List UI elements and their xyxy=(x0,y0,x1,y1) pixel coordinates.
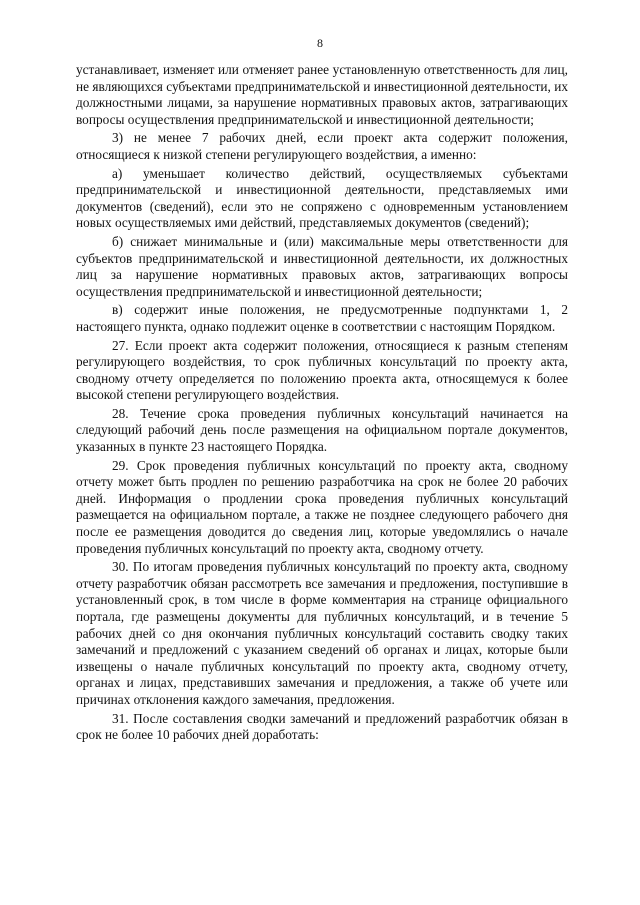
paragraph-subitem-a: а) уменьшает количество действий, осуществляемых субъектами предпринимательской и инвестиционной деятельности, представляемых ими документов (сведений), если это не сопряжено с одновременным установлением новых осуществляемых ими действий, представляемых документов (сведений); xyxy=(76,165,568,231)
paragraph-item-3: 3) не менее 7 рабочих дней, если проект акта содержит положения, относящиеся к низкой степени регулирующего воздействия, а именно: xyxy=(76,130,568,162)
paragraph-subitem-v: в) содержит иные положения, не предусмотренные подпунктами 1, 2 настоящего пункта, однако подлежит оценке в соответствии с настоящим Порядком. xyxy=(76,302,568,334)
paragraph-27: 27. Если проект акта содержит положения, относящиеся к разным степеням регулирующего воздействия, то срок публичных консультаций по проекту акта, сводному отчету определяется по положению проекта акта, относящемуся к более высокой степени регулирующего воздействия. xyxy=(76,337,568,403)
paragraph-29: 29. Срок проведения публичных консультаций по проекту акта, сводному отчету может быть продлен по решению разработчика на срок не более 20 рабочих дней. Информация о продлении срока проведения публичных консультаций размещается на официальном портале, а также не позднее следующего рабочего дня после ее размещения доводится до сведения лиц, которые уведомлялись о начале проведения публичных консультаций по проекту акта, сводному отчету. xyxy=(76,457,568,556)
paragraph-continuation: устанавливает, изменяет или отменяет ранее установленную ответственность для лиц, не являющихся субъектами предпринимательской и инвестиционной деятельности, их должностными лицами, за нарушение нормативных правовых актов, затрагивающих вопросы осуществления предпринимательской и инвестиционной деятельности; xyxy=(76,62,568,127)
page-number: 8 xyxy=(317,36,323,50)
paragraph-subitem-b: б) снижает минимальные и (или) максимальные меры ответственности для субъектов предпринимательской и инвестиционной деятельности, их должностных лиц за нарушение нормативных правовых актов, затрагивающих вопросы осуществления предпринимательской и инвестиционной деятельности; xyxy=(76,233,568,299)
paragraph-31: 31. После составления сводки замечаний и предложений разработчик обязан в срок не более 10 рабочих дней доработать: xyxy=(76,710,568,743)
paragraph-30: 30. По итогам проведения публичных консультаций по проекту акта, сводному отчету разработчик обязан рассмотреть все замечания и предложения, поступившие в установленный срок, в том числе в форме комментария на странице официального портала, где размещены документы для публичных консультаций, и в течение 5 рабочих дней со дня окончания публичных консультаций составить сводку таких замечаний и предложений с указанием сведений об органах и лицах, которые были извещены о начале публичных консультаций по проекту акта, сводному отчету, органах и лицах, представивших замечания и предложения, а также об учете или причинах отклонения каждого замечания, предложения. xyxy=(76,559,568,707)
paragraph-28: 28. Течение срока проведения публичных консультаций начинается на следующий рабочий день после размещения на официальном портале документов, указанных в пункте 23 настоящего Порядка. xyxy=(76,405,568,455)
document-body xyxy=(76,62,568,746)
